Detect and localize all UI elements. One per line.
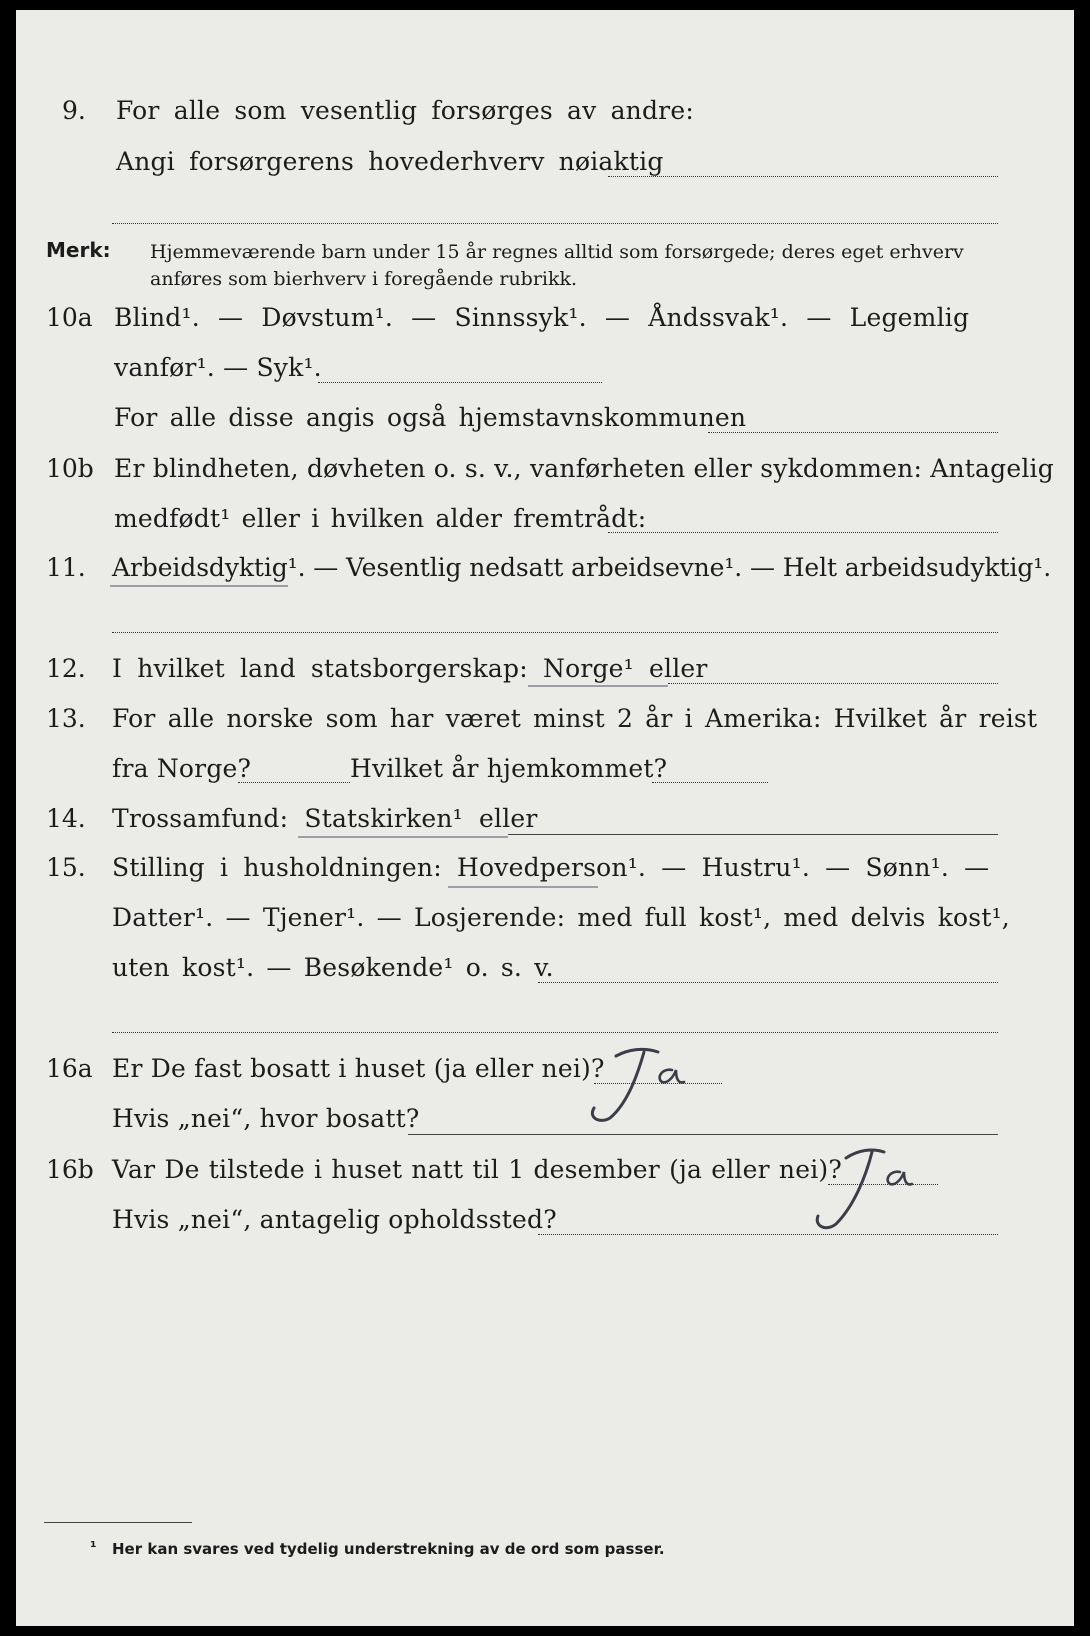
question-12-line-1: I hvilket land statsborgerskap: Norge¹ eller bbox=[112, 654, 708, 683]
question-14-answer-line[interactable] bbox=[508, 834, 998, 835]
question-number-11: 11. bbox=[46, 553, 86, 582]
question-9-answer-line-2[interactable] bbox=[112, 223, 998, 224]
census-form-page bbox=[16, 10, 1074, 1626]
question-12-answer-line[interactable] bbox=[668, 683, 998, 684]
question-16b-line-2: Hvis „nei“, antagelig opholdssted? bbox=[112, 1205, 557, 1234]
footnote-mark: ¹ bbox=[90, 1538, 97, 1556]
question-9-line-2: Angi forsørgerens hovederhverv nøiaktig bbox=[116, 147, 664, 176]
note-line-2: anføres som bierhverv i foregående rubrikk. bbox=[150, 268, 578, 290]
question-number-15: 15. bbox=[46, 853, 86, 882]
pencil-underline-arbeidsdyktig bbox=[110, 585, 288, 587]
pencil-underline-statskirken bbox=[298, 836, 508, 838]
question-10a-answer-line[interactable] bbox=[318, 382, 602, 383]
question-9-line-1: For alle som vesentlig forsørges av andre: bbox=[116, 96, 694, 125]
question-16a-residence-line[interactable] bbox=[408, 1134, 998, 1135]
question-9-answer-line[interactable] bbox=[608, 176, 998, 177]
question-16b-whereabouts-line[interactable] bbox=[538, 1234, 998, 1235]
handwritten-ja-16a bbox=[576, 1038, 716, 1128]
question-15-line-1: Stilling i husholdningen: Hovedperson¹. — Hustru¹. — Sønn¹. — bbox=[112, 853, 990, 882]
question-number-10b: 10b bbox=[46, 454, 94, 483]
question-15-answer-line-2[interactable] bbox=[112, 1032, 998, 1033]
question-15-line-3: uten kost¹. — Besøkende¹ o. s. v. bbox=[112, 953, 554, 982]
pencil-underline-norge bbox=[528, 685, 668, 687]
question-number-13: 13. bbox=[46, 704, 86, 733]
question-10b-line-2: medfødt¹ eller i hvilken alder fremtrådt: bbox=[114, 504, 647, 533]
footnote-separator bbox=[44, 1522, 192, 1523]
question-11-line-1: Arbeidsdyktig¹. — Vesentlig nedsatt arbeidsevne¹. — Helt arbeidsudyktig¹. bbox=[112, 553, 1052, 582]
question-16b-line-1: Var De tilstede i huset natt til 1 desember (ja eller nei)? bbox=[112, 1155, 842, 1184]
note-line-1: Hjemmeværende barn under 15 år regnes alltid som forsørgede; deres eget erhverv bbox=[150, 241, 964, 263]
question-15-line-2: Datter¹. — Tjener¹. — Losjerende: med full kost¹, med delvis kost¹, bbox=[112, 903, 1010, 932]
question-11-answer-line[interactable] bbox=[112, 632, 998, 633]
note-label: Merk: bbox=[46, 238, 111, 262]
question-10b-answer-line[interactable] bbox=[608, 532, 998, 533]
question-number-16b: 16b bbox=[46, 1155, 94, 1184]
footnote-text: Her kan svares ved tydelig understrekning av de ord som passer. bbox=[112, 1540, 665, 1558]
question-number-14: 14. bbox=[46, 804, 86, 833]
question-13-line-2b: Hvilket år hjemkommet? bbox=[350, 754, 668, 783]
pencil-underline-hovedperson bbox=[448, 886, 598, 888]
question-number-16a: 16a bbox=[46, 1054, 93, 1083]
question-16a-line-2: Hvis „nei“, hvor bosatt? bbox=[112, 1104, 420, 1133]
question-10b-line-1: Er blindheten, døvheten o. s. v., vanførheten eller sykdommen: Antagelig bbox=[114, 454, 1054, 483]
question-number-12: 12. bbox=[46, 654, 86, 683]
question-10a-line-3: For alle disse angis også hjemstavnskommunen bbox=[114, 403, 747, 432]
question-13-year-left-line[interactable] bbox=[238, 782, 350, 783]
question-15-answer-line[interactable] bbox=[538, 982, 998, 983]
question-number-10a: 10a bbox=[46, 303, 93, 332]
question-13-line-2a: fra Norge? bbox=[112, 754, 252, 783]
question-13-line-1: For alle norske som har været minst 2 år i Amerika: Hvilket år reist bbox=[112, 704, 1038, 733]
question-10a-line-1: Blind¹. — Døvstum¹. — Sinnssyk¹. — Åndssvak¹. — Legemlig bbox=[114, 303, 970, 332]
question-13-year-returned-line[interactable] bbox=[652, 782, 768, 783]
question-14-line-1: Trossamfund: Statskirken¹ eller bbox=[112, 804, 538, 833]
question-16a-line-1: Er De fast bosatt i huset (ja eller nei)? bbox=[112, 1054, 605, 1083]
question-10a-home-municipality-line[interactable] bbox=[708, 432, 998, 433]
question-10a-line-2: vanfør¹. — Syk¹. bbox=[114, 353, 322, 382]
handwritten-ja-16b bbox=[796, 1136, 936, 1236]
question-number-9: 9. bbox=[62, 96, 86, 125]
